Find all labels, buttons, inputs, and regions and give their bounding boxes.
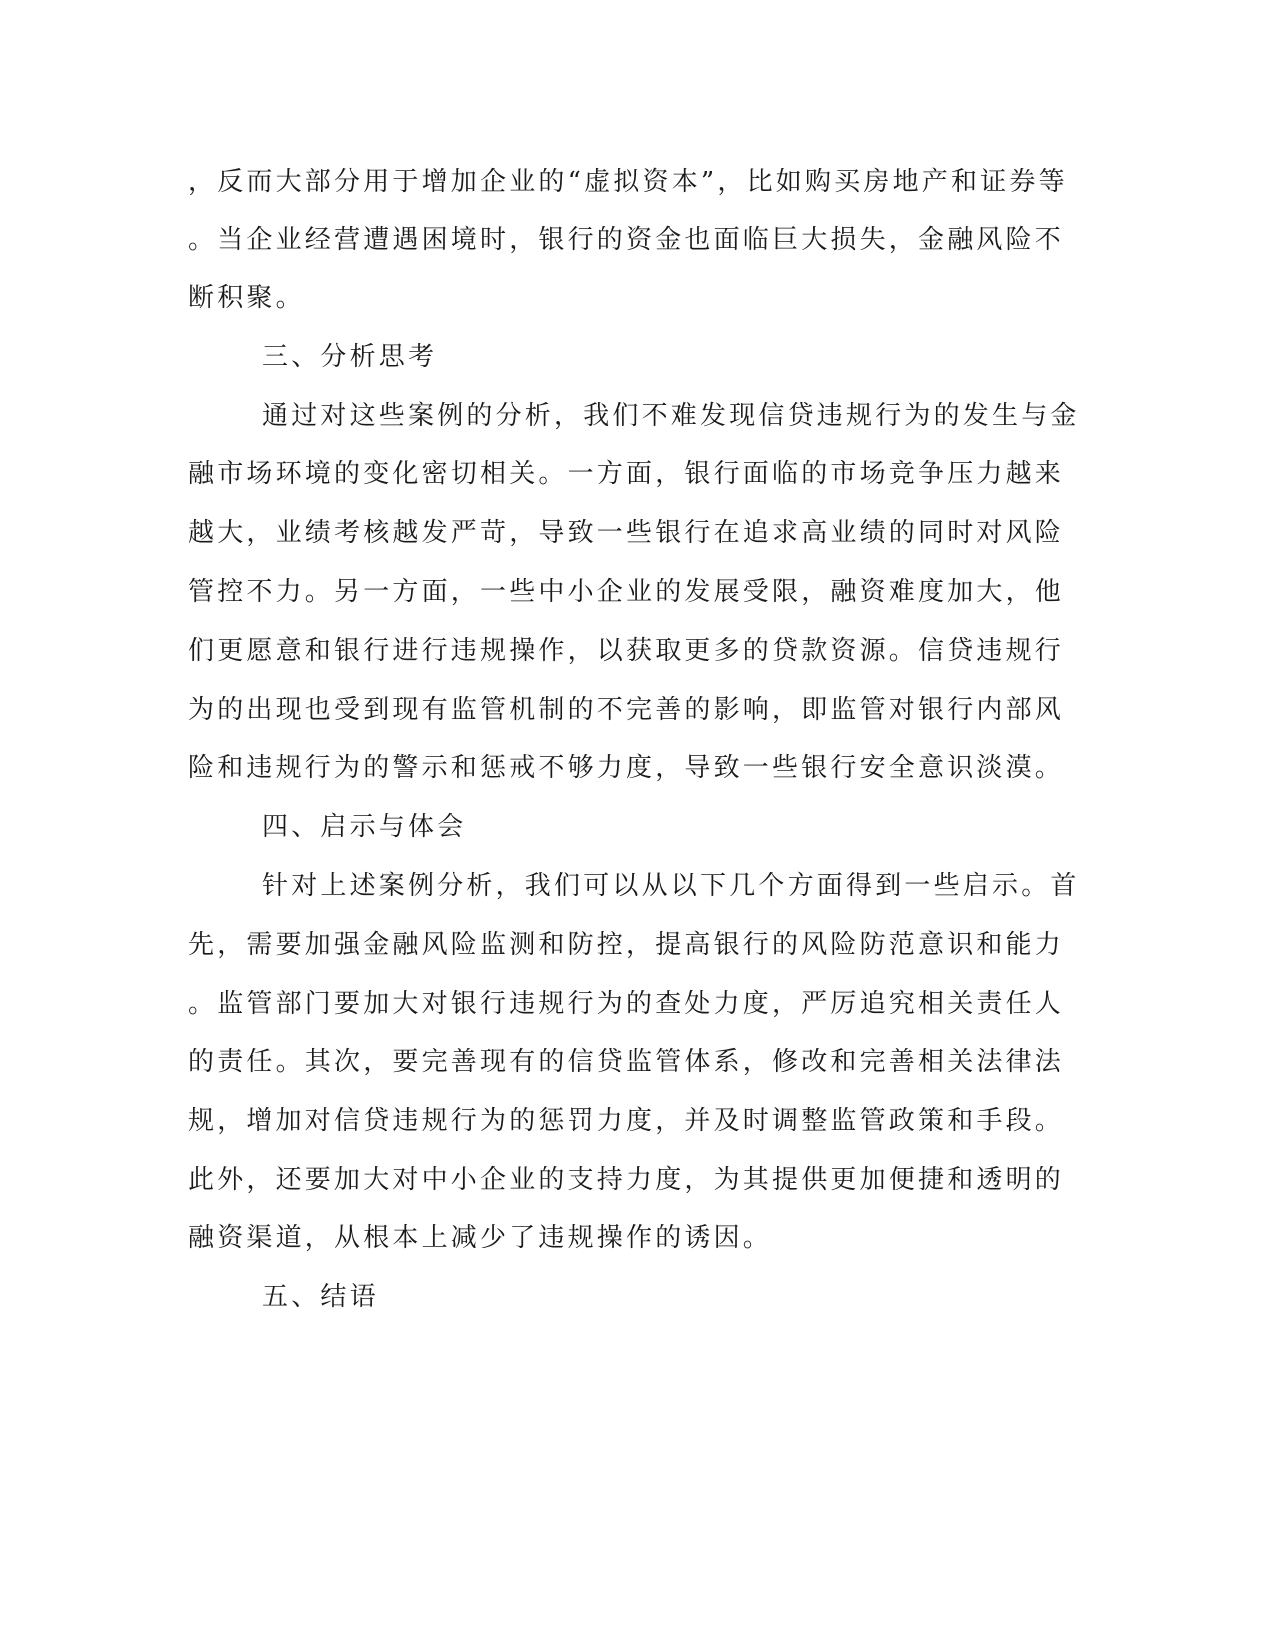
- text-line: 的责任。其次，要完善现有的信贷监管体系，修改和完善相关法律法: [188, 1047, 1065, 1077]
- text-line: 。当企业经营遭遇困境时，银行的资金也面临巨大损失，金融风险不: [188, 225, 1065, 255]
- text-line: 管控不力。另一方面，一些中小企业的发展受限，融资难度加大，他: [188, 577, 1065, 607]
- text-line: 通过对这些案例的分析，我们不难发现信贷违规行为的发生与金: [262, 401, 1080, 431]
- section-heading-analysis: 三、分析思考: [262, 342, 438, 372]
- text-line: 融资渠道，从根本上减少了违规操作的诱因。: [188, 1223, 773, 1253]
- text-line: 规，增加对信贷违规行为的惩罚力度，并及时调整监管政策和手段。: [188, 1106, 1065, 1136]
- text-line: 此外，还要加大对中小企业的支持力度，为其提供更加便捷和透明的: [188, 1165, 1065, 1195]
- text-line: 融市场环境的变化密切相关。一方面，银行面临的市场竞争压力越来: [188, 459, 1065, 489]
- text-line: 为的出现也受到现有监管机制的不完善的影响，即监管对银行内部风: [188, 695, 1065, 725]
- text-line: 先，需要加强金融风险监测和防控，提高银行的风险防范意识和能力: [188, 930, 1065, 960]
- text-line: 断积聚。: [188, 283, 305, 313]
- text-line: 。监管部门要加大对银行违规行为的查处力度，严厉追究相关责任人: [188, 989, 1065, 1019]
- text-line: 越大，业绩考核越发严苛，导致一些银行在追求高业绩的同时对风险: [188, 518, 1065, 548]
- section-heading-conclusion: 五、结语: [262, 1282, 379, 1312]
- text-line: 针对上述案例分析，我们可以从以下几个方面得到一些启示。首: [262, 871, 1080, 901]
- text-line: 们更愿意和银行进行违规操作，以获取更多的贷款资源。信贷违规行: [188, 636, 1065, 666]
- text-line: ，反而大部分用于增加企业的“虚拟资本”，比如购买房地产和证券等: [188, 167, 1068, 197]
- section-heading-insights: 四、启示与体会: [262, 812, 467, 842]
- text-line: 险和违规行为的警示和惩戒不够力度，导致一些银行安全意识淡漠。: [188, 753, 1065, 783]
